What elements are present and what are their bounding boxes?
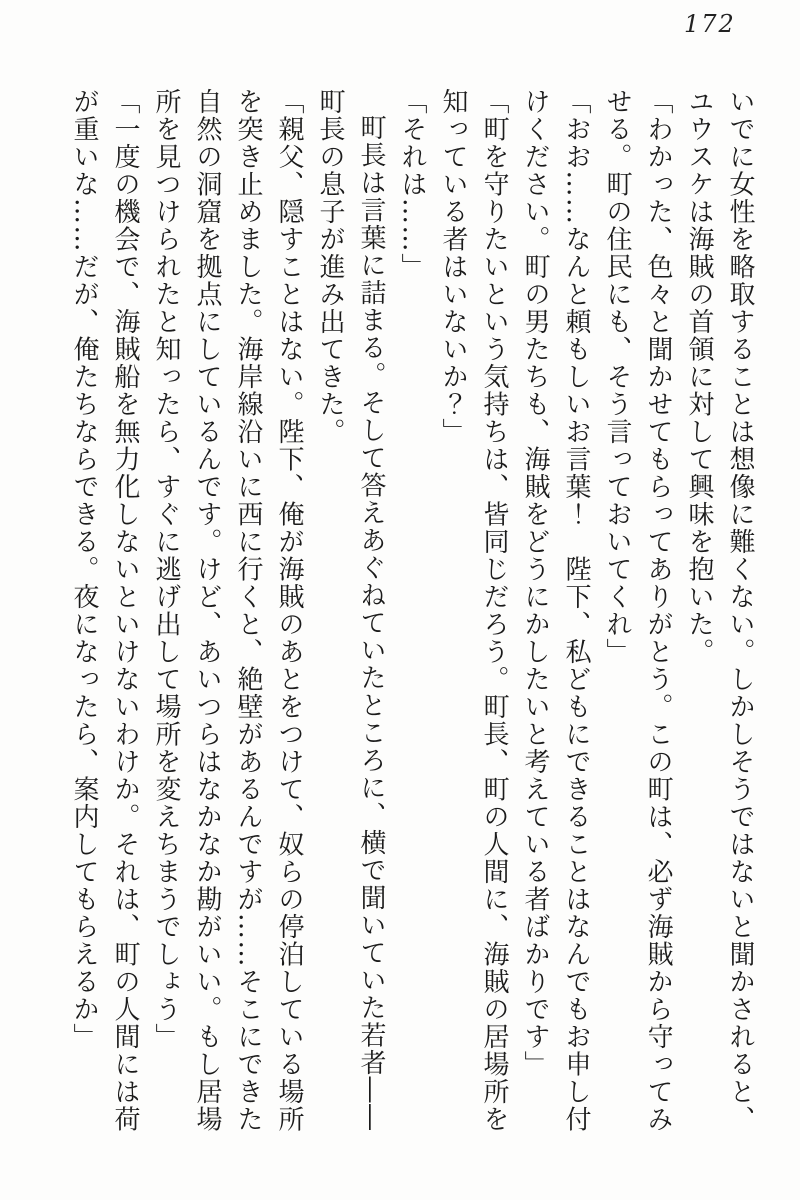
paragraph-3: 「おお……なんと頼もしいお言葉！ 陛下、私どもにできることはなんでもお申し付けください。町の男たちも、海賊をどうにかしたいと考えている者ばかりです」 [520, 88, 591, 1133]
paragraph-5: 「それは……」 [397, 88, 427, 281]
paragraph-4: 「町を守りたいという気持ちは、皆同じだろう。町長、町の人間に、海賊の居場所を知っている者はいないか？」 [438, 88, 509, 1133]
paragraph-1: いでに女性を略取することは想像に難くない。しかしそうではないと聞かされると、ユウスケは海賊の首領に対して興味を抱いた。 [684, 88, 755, 1133]
page-number: 172 [684, 10, 736, 38]
paragraph-2: 「わかった、色々と聞かせてもらってありがとう。この町は、必ず海賊から守ってみせる。町の住民にも、そう言っておいてくれ」 [602, 88, 673, 1133]
paragraph-6: 町長は言葉に詰まる。そして答えあぐねていたところに、横で聞いていた若者――町長の息子が進み出てきた。 [315, 88, 386, 1132]
page-text [58, 88, 760, 1138]
paragraph-7: 「親父、隠すことはない。陛下、俺が海賊のあとをつけて、奴らの停泊している場所を突き止めました。海岸線沿いに西に行くと、絶壁があるんですが……そこにできた自然の洞窟を拠点にしているんです。けど、あいつらはなかなか勘がいい。もし居場所を見つけられたと知ったら、すぐに逃げ出して場所を変えちまうでしょう」 [151, 88, 304, 1133]
paragraph-8: 「一度の機会で、海賊船を無力化しないといけないわけか。それは、町の人間には荷が重いな……だが、俺たちならできる。夜になったら、案内してもらえるか」 [69, 88, 140, 1133]
